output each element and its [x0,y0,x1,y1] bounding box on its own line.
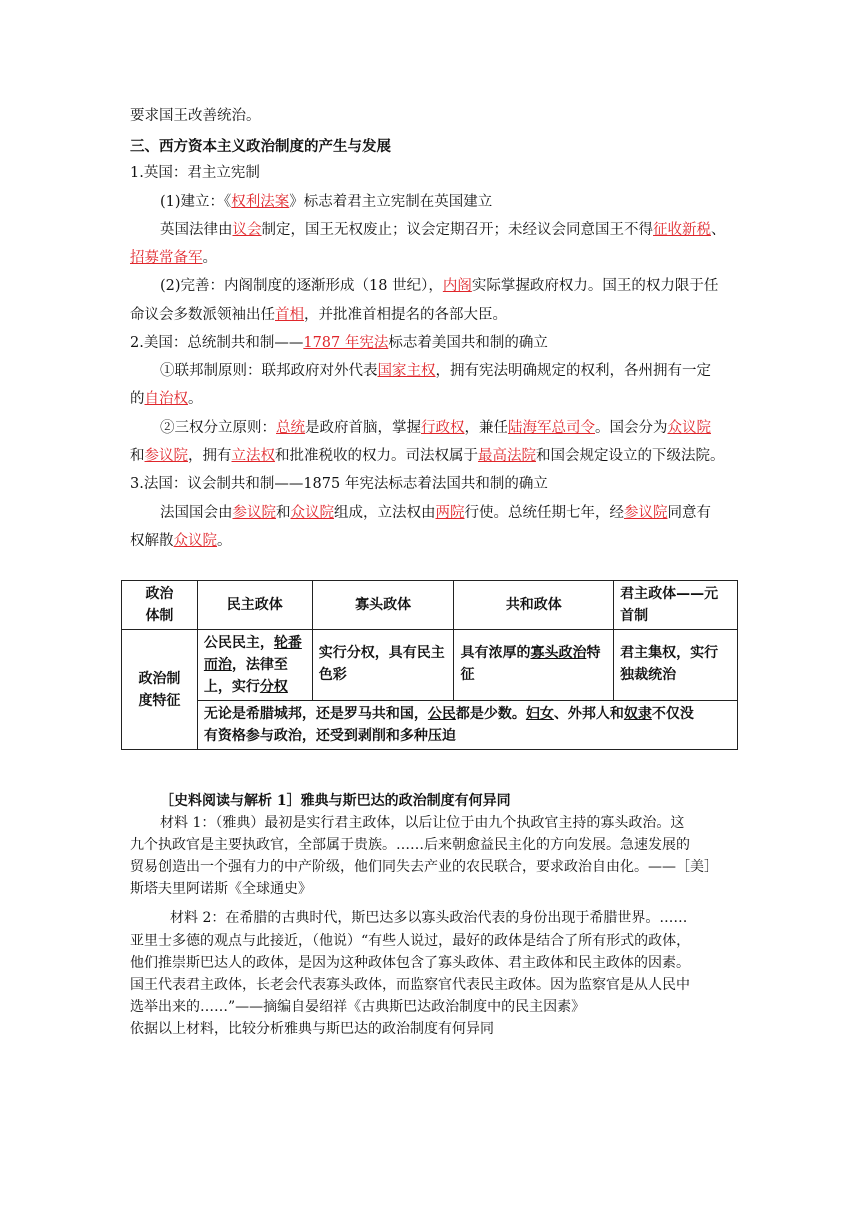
text: 。 [202,250,217,266]
text: 和批准税收的权力。司法权属于 [275,448,478,464]
keyword: 参议院 [624,505,668,521]
text: 命议会多数派领袖出任 [130,307,275,323]
text: 度特征 [138,692,181,709]
text: 首制 [620,608,649,624]
header-cell: 共和政体 [454,581,614,630]
keyword: 行政权 [421,420,465,436]
subheading-fr: 3.法国：议会制共和制——1875 年宪法标志着法国共和制的确立 [130,476,548,492]
material-line: 亚里士多德的观点与此接近，（他说）“有些人说过，最好的政体是结合了所有形式的政体， [130,933,691,949]
text: ，拥有 [188,448,232,464]
subheading-uk: 1.英国：君主立宪制 [130,165,260,181]
header-cell [122,581,198,630]
table-cell: 君主集权，实行独裁统治 [614,630,738,701]
paragraph [160,503,711,523]
text: 同意有 [667,505,711,521]
keyword: 参议院 [144,448,188,464]
keyword: 征收新税 [653,222,711,238]
text: 和 [130,448,145,464]
keyword: 首相 [275,307,304,323]
subheading-us [130,333,548,353]
keyword: 议会 [232,222,262,238]
keyword: 参议院 [232,505,276,521]
keyword: 招募常备军 [130,250,203,266]
table-row [122,630,738,701]
paragraph [160,220,726,240]
text: ，并批准首相提名的各部大臣。 [304,307,507,323]
text: 特征 [460,645,601,683]
table-cell-span [197,701,737,750]
keyword: 分权 [259,679,288,695]
text: 。 [188,391,203,407]
material-line: 他们推崇斯巴达人的政体，是因为这种政体包含了寡头政体、君主政体和民主政体的因素。 [130,955,690,971]
text: 2.美国：总统制共和制—— [130,335,304,351]
material-line: 九个执政官是主要执政官，全部属于贵族。……后来朝愈益民主化的方向发展。急速发展的 [130,837,690,853]
text: 不仅没 [651,706,694,722]
text: 和国会规定设立的下级法院。 [536,448,725,464]
text: ，拥有宪法明确规定的权利，各州拥有一定 [435,363,711,379]
section-heading: 三、西方资本主义政治制度的产生与发展 [130,138,391,155]
material-line: 材料 1：（雅典）最初是实行君主政体，以后让位于由九个执政官主持的寡头政治。这 [160,815,685,831]
text: 制定，国王无权废止；议会定期召开；未经议会同意国王不得 [261,222,653,238]
paragraph [160,276,718,296]
paragraph [130,531,232,551]
keyword: 而治 [203,657,232,673]
material-line: 材料 2：在希腊的古典时代，斯巴达多以寡头政治代表的身份出现于希腊世界。…… [170,910,688,926]
question: 依据以上材料，比较分析雅典与斯巴达的政治制度有何异同 [130,1021,494,1037]
keyword: 自治权 [144,391,188,407]
keyword: 公民 [427,706,456,722]
keyword: 轮番 [273,635,302,651]
keyword: 权利法案 [231,194,290,210]
table-cell [454,630,614,701]
keyword: 总统 [276,420,305,436]
text: 权解散 [130,533,174,549]
material-line: 国王代表君主政体，长老会代表寡头政体，而监察官代表民主政体。因为监察官是从人民中 [130,977,690,993]
text: ①联邦制原则：联邦政府对外代表 [160,363,378,379]
keyword: 两院 [435,505,465,521]
keyword: 众议院 [667,420,711,436]
header-cell: 寡头政体 [312,581,454,630]
text: 英国法律由 [160,222,233,238]
text: 上，实行 [203,679,260,695]
header-cell: 民主政体 [197,581,312,630]
text: (1)建立：《 [160,194,232,210]
keyword: 众议院 [290,505,334,521]
text: 都是少数。 [455,706,526,722]
text: 是政府首脑，掌握 [305,420,421,436]
paragraph [160,418,711,438]
table-row [122,701,738,750]
text: 组成，立法权由 [334,505,436,521]
keyword: 妇女 [525,706,554,722]
keyword: 寡头政治 [530,645,587,661]
keyword: 国家主权 [377,363,436,379]
text: 。国会分为 [595,420,668,436]
keyword: 奴隶 [623,706,652,722]
material-line: 选举出来的……”——摘编自晏绍祥《古典斯巴达政治制度中的民主因素》 [130,999,586,1015]
keyword: 1787 年宪法 [303,335,389,351]
text: 》标志着君主立宪制在英国建立 [289,194,493,210]
text: 。 [217,533,232,549]
text: 政治 [145,586,174,602]
table-header-row [122,581,738,630]
keyword: 立法权 [231,448,275,464]
table-cell [197,630,312,701]
keyword: 陆海军总司令 [508,420,595,436]
comparison-table [121,580,738,750]
header-cell [614,581,738,630]
paragraph [160,192,492,212]
material-line: 贸易创造出一个强有力的中产阶级，他们同失去产业的农民联合，要求政治自由化。——［美］ [130,859,718,875]
text: 无论是希腊城邦，还是罗马共和国， [203,706,428,722]
text: 有资格参与政治，还受到剥削和多种压迫 [203,728,456,744]
text: ②三权分立原则： [160,420,276,436]
text: 的 [130,391,145,407]
text: 标志着美国共和制的确立 [388,335,548,351]
source-title: ［史料阅读与解析 1］雅典与斯巴达的政治制度有何异同 [160,793,511,809]
text: (2)完善：内阁制度的逐渐形成（18 世纪）， [160,278,443,294]
text: 和 [276,505,291,521]
text: 、 [711,222,726,238]
text: 政治制 [138,670,181,687]
text: 具有浓厚的 [460,645,531,661]
text: ，兼任 [464,420,508,436]
text: 君主政体——元 [620,586,719,602]
paragraph [130,446,725,466]
text: 实际掌握政府权力。国王的权力限于任 [471,278,719,294]
text: 行使。总统任期七年，经 [464,505,624,521]
material-line: 斯塔夫里阿诺斯《全球通史》 [130,881,312,897]
paragraph [130,305,507,325]
paragraph: 要求国王改善统治。 [130,108,261,124]
text: 体制 [145,608,174,624]
table-cell: 实行分权，具有民主色彩 [312,630,454,701]
keyword: 众议院 [173,533,217,549]
text: 公民民主， [203,635,274,651]
text: 法国国会由 [160,505,233,521]
text: ，法律至 [231,657,288,673]
keyword: 内阁 [442,278,472,294]
row-header-cell [122,630,198,750]
paragraph [130,248,217,268]
text: 、外邦人和 [553,706,624,722]
keyword: 最高法院 [478,448,536,464]
paragraph [160,361,711,381]
paragraph [130,389,203,409]
